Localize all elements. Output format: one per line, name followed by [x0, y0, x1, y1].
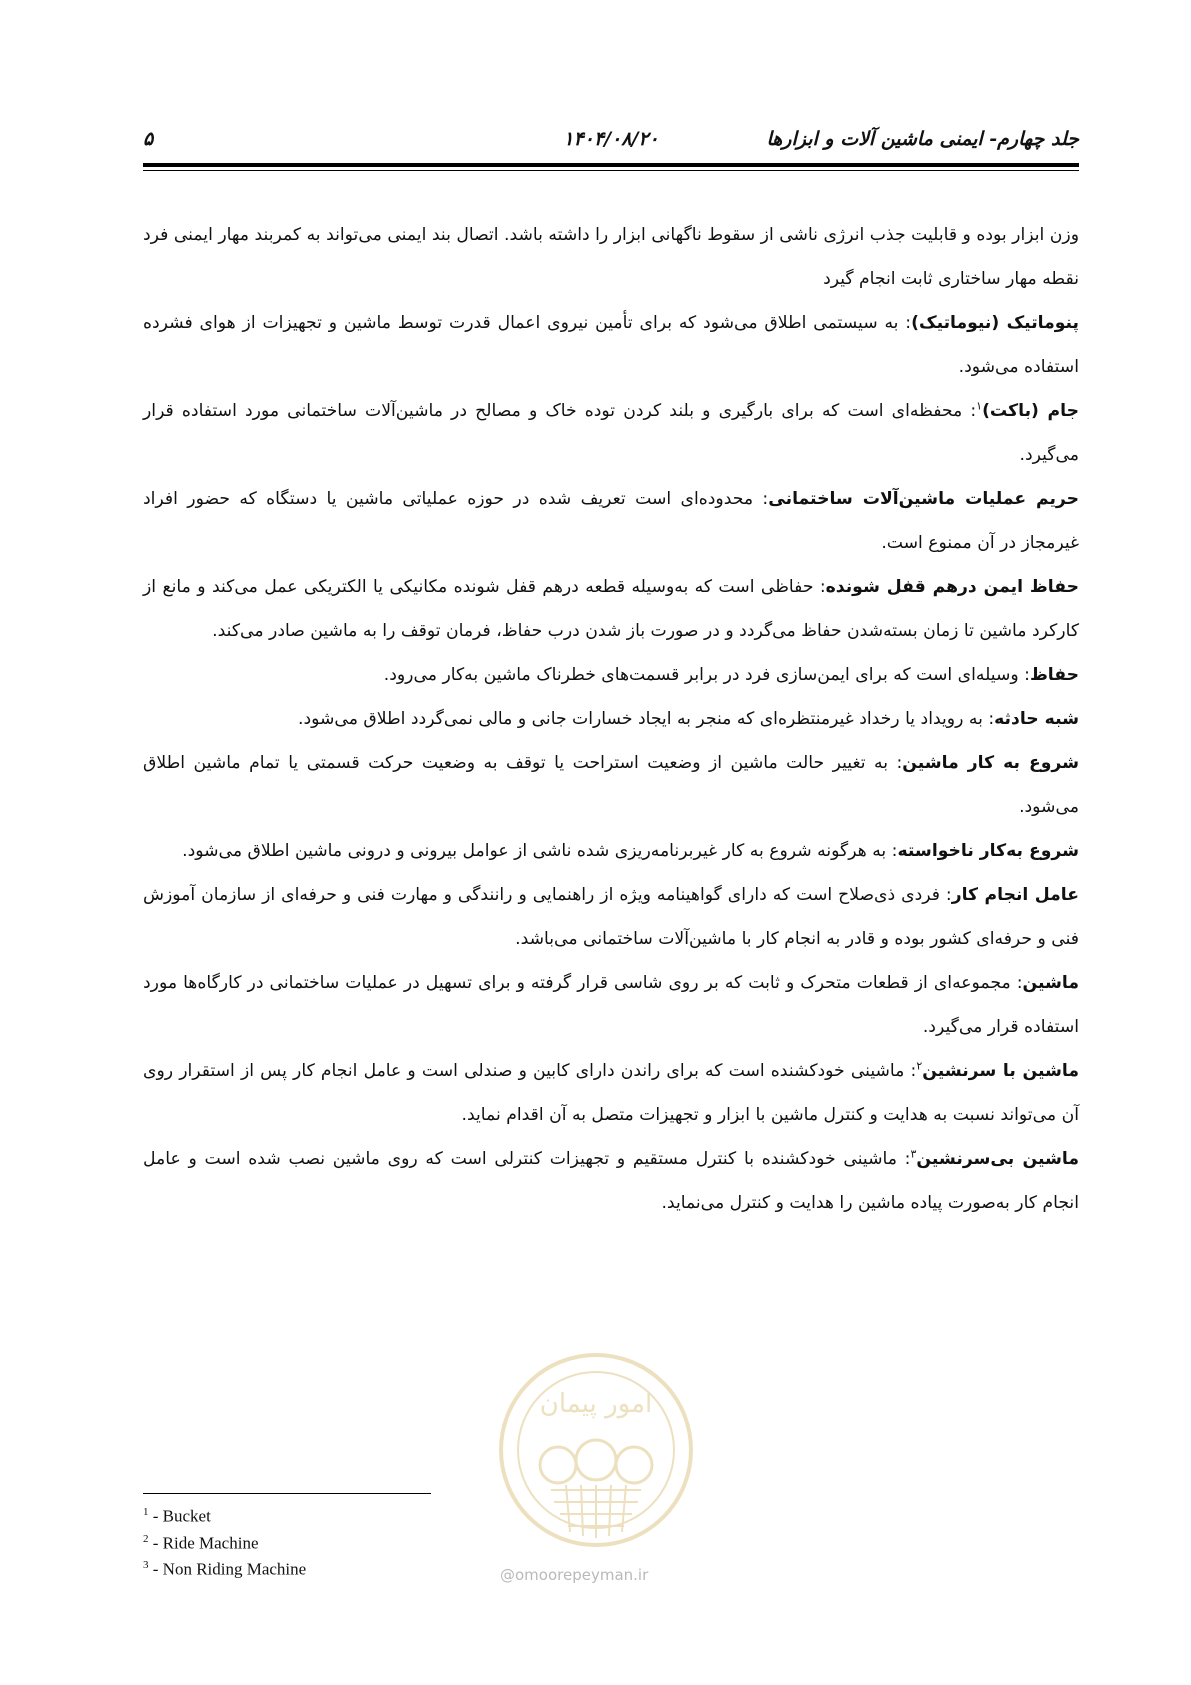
definition-text: به سیستمی اطلاق می‌شود که برای تأمین نیروی اعمال قدرت توسط ماشین و تجهیزات از هوای فشرده استفاده می‌شود.: [143, 313, 1079, 377]
watermark-url: @omoorepeyman.ir: [500, 1566, 649, 1584]
footnote-ref: ۱: [976, 399, 983, 413]
definition-text: فردی ذی‌صلاح است که دارای گواهینامه ویژه از راهنمایی و رانندگی و مهارت فنی و حرفه‌ای از سازمان آموزش فنی و حرفه‌ای کشور بوده و قادر به انجام کار با ماشین‌آلات ساختمانی می‌باشد.: [143, 885, 1079, 949]
footnote-text: - Bucket: [148, 1506, 211, 1526]
definition-text: به هرگونه شروع به کار غیربرنامه‌ریزی شده ناشی از عوامل بیرونی و درونی ماشین اطلاق می‌شود.: [182, 841, 887, 861]
header-rule-thick: [143, 163, 1079, 167]
watermark-url-text: omoorepeyman.ir: [515, 1566, 649, 1584]
definition-term: شروع به‌کار ناخواسته: [897, 841, 1079, 861]
definition-text: حفاظی است که به‌وسیله قطعه درهم قفل شونده مکانیکی یا الکتریکی عمل می‌کند و مانع از کارکرد ماشین تا زمان بسته‌شدن حفاظ می‌گردد و در صورت باز شدن درب حفاظ، فرمان توقف را به ماشین صادر می‌کند.: [143, 577, 1079, 641]
definition-paragraph: ماشین با سرنشین$^۲$: ماشینی خودکشنده است که برای راندن دارای کابین و صندلی است و عامل انجام کار پس از استقرار روی آن می‌تواند نسبت به هدایت و کنترل ماشین با ابزار و تجهیزات متصل به آن اقدام نماید.: [143, 1059, 1079, 1125]
definition-term: عامل انجام کار: [951, 885, 1079, 905]
definition-paragraph: شروع به کار ماشین: به تغییر حالت ماشین از وضعیت استراحت یا توقف به وضعیت حرکت قسمتی یا تمام ماشین اطلاق می‌شود.: [143, 753, 1080, 817]
definition-paragraph: [143, 213, 1079, 301]
footnote-text: - Ride Machine: [148, 1533, 259, 1553]
watermark-logo-text: امور پیمان: [539, 1389, 653, 1419]
definition-text: ماشینی خودکشنده است که برای راندن دارای کابین و صندلی است و عامل انجام کار پس از استقرار روی آن می‌تواند نسبت به هدایت و کنترل ماشین با ابزار و تجهیزات متصل به آن اقدام نماید.: [143, 1061, 1079, 1125]
definition-term: حفاظ ایمن درهم قفل شونده: [825, 577, 1079, 597]
page-header: [143, 128, 1079, 158]
definition-term: ماشین با سرنشین: [922, 1061, 1079, 1081]
header-date: ۱۴۰۴/۰۸/۲۰: [563, 128, 659, 150]
footnote-ref: ۳: [910, 1147, 917, 1161]
definition-paragraph: پنوماتیک (نیوماتیک): به سیستمی اطلاق می‌شود که برای تأمین نیروی اعمال قدرت توسط ماشین و تجهیزات از هوای فشرده استفاده می‌شود.: [143, 313, 1079, 377]
footnote-item: [143, 1501, 306, 1528]
definition-text: محدوده‌ای است تعریف شده در حوزه عملیاتی ماشین یا دستگاه که حضور افراد غیرمجاز در آن ممنوع است.: [143, 489, 1079, 553]
definition-paragraph: حریم عملیات ماشین‌آلات ساختمانی: محدوده‌ای است تعریف شده در حوزه عملیاتی ماشین یا دستگاه که حضور افراد غیرمجاز در آن ممنوع است.: [143, 489, 1079, 553]
footnote-number: 3: [143, 1559, 149, 1572]
footnote-ref: ۲: [916, 1059, 923, 1073]
running-title: جلد چهارم- ایمنی ماشین آلات و ابزارها: [766, 128, 1079, 150]
definition-paragraph: حفاظ: وسیله‌ای است که برای ایمن‌سازی فرد در برابر قسمت‌های خطرناک ماشین به‌کار می‌رود.: [383, 665, 1079, 685]
definition-text: به رویداد یا رخداد غیرمنتظره‌ای که منجر به ایجاد خسارات جانی و مالی نمی‌گردد اطلاق می‌شود.: [297, 709, 983, 729]
footnote-item: [143, 1528, 306, 1555]
definition-term: ماشین بی‌سرنشین: [916, 1149, 1079, 1169]
definition-text: محفظه‌ای است که برای بارگیری و بلند کردن توده خاک و مصالح در ماشین‌آلات ساختمانی مورد استفاده قرار می‌گیرد.: [143, 401, 1079, 465]
definition-text: مجموعه‌ای از قطعات متحرک و ثابت که بر روی شاسی قرار گرفته و برای تسهیل در عملیات ساختمانی در کارگاه‌ها مورد استفاده قرار می‌گیرد.: [143, 973, 1079, 1037]
definition-paragraph: ماشین بی‌سرنشین$^۳$: ماشینی خودکشنده با کنترل مستقیم و تجهیزات کنترلی است که روی ماشین نصب شده است و عامل انجام کار به‌صورت پیاده ماشین را هدایت و کنترل می‌نماید.: [143, 1147, 1079, 1213]
definition-term: جام (باکت): [982, 401, 1079, 421]
watermark-logo-icon: [496, 1350, 696, 1555]
footnote-text: - Non Riding Machine: [148, 1559, 307, 1579]
definition-paragraph: شروع به‌کار ناخواسته: به هرگونه شروع به کار غیربرنامه‌ریزی شده ناشی از عوامل بیرونی و درونی ماشین اطلاق می‌شود.: [182, 841, 1079, 861]
definition-term: حریم عملیات ماشین‌آلات ساختمانی: [768, 489, 1079, 509]
definition-term: شبه حادثه: [994, 709, 1079, 729]
definition-text: وزن ابزار بوده و قابلیت جذب انرژی ناشی از سقوط ناگهانی ابزار را داشته باشد. اتصال بند ایمنی می‌تواند به کمربند مهار ایمنی فرد نقطه مهار ساختاری ثابت انجام گیرد: [143, 225, 1079, 289]
definition-term: حفاظ: [1029, 665, 1079, 685]
definition-text: به تغییر حالت ماشین از وضعیت استراحت یا توقف به وضعیت حرکت قسمتی یا تمام ماشین اطلاق می‌شود.: [143, 753, 1079, 817]
header-rule-thin: [143, 170, 1079, 171]
definition-paragraph: شبه حادثه: به رویداد یا رخداد غیرمنتظره‌ای که منجر به ایجاد خسارات جانی و مالی نمی‌گردد اطلاق می‌شود.: [297, 709, 1079, 729]
definitions-body: [143, 213, 1079, 1225]
footnote-number: 2: [143, 1532, 149, 1545]
definition-term: پنوماتیک (نیوماتیک): [911, 313, 1079, 333]
definition-paragraph: ماشین: مجموعه‌ای از قطعات متحرک و ثابت که بر روی شاسی قرار گرفته و برای تسهیل در عملیات ساختمانی در کارگاه‌ها مورد استفاده قرار می‌گیرد.: [143, 973, 1079, 1037]
footnotes: [143, 1501, 306, 1581]
definition-term: شروع به کار ماشین: [902, 753, 1080, 773]
footnote-number: 1: [143, 1506, 149, 1518]
definition-text: ماشینی خودکشنده با کنترل مستقیم و تجهیزات کنترلی است که روی ماشین نصب شده است و عامل انجام کار به‌صورت پیاده ماشین را هدایت و کنترل می‌نماید.: [143, 1149, 1079, 1213]
definition-text: وسیله‌ای است که برای ایمن‌سازی فرد در برابر قسمت‌های خطرناک ماشین به‌کار می‌رود.: [383, 665, 1019, 685]
definition-term: ماشین: [1022, 973, 1079, 993]
page-number: ۵: [143, 128, 154, 150]
footnote-rule: [143, 1493, 431, 1494]
definition-paragraph: عامل انجام کار: فردی ذی‌صلاح است که دارای گواهینامه ویژه از راهنمایی و رانندگی و مهارت فنی و حرفه‌ای از سازمان آموزش فنی و حرفه‌ای کشور بوده و قادر به انجام کار با ماشین‌آلات ساختمانی می‌باشد.: [143, 885, 1079, 949]
definition-paragraph: جام (باکت)$^۱$: محفظه‌ای است که برای بارگیری و بلند کردن توده خاک و مصالح در ماشین‌آلات ساختمانی مورد استفاده قرار می‌گیرد.: [143, 399, 1079, 465]
footnote-item: [143, 1554, 306, 1581]
definition-paragraph: حفاظ ایمن درهم قفل شونده: حفاظی است که به‌وسیله قطعه درهم قفل شونده مکانیکی یا الکتریکی عمل می‌کند و مانع از کارکرد ماشین تا زمان بسته‌شدن حفاظ می‌گردد و در صورت باز شدن درب حفاظ، فرمان توقف را به ماشین صادر می‌کند.: [143, 577, 1079, 641]
